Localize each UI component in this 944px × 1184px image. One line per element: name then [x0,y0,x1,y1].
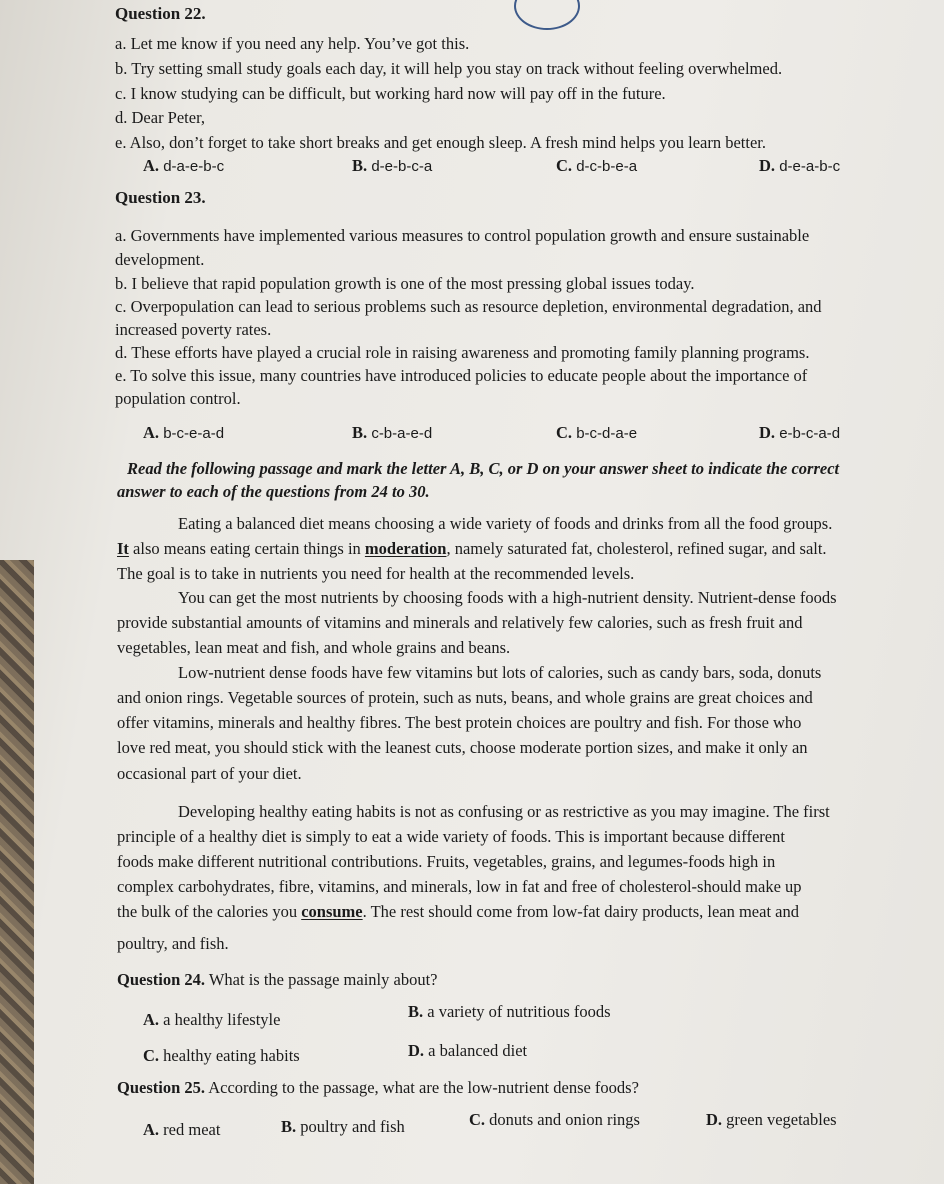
question-22-title: Question 22. [115,4,206,23]
passage-p4-line1: Developing healthy eating habits is not as confusing or as restrictive as you may imagine. The first [178,802,830,821]
q22-sentence-d: d. Dear Peter, [115,108,206,127]
vocab-consume: consume [301,902,363,921]
passage-p1-line1: Eating a balanced diet means choosing a wide variety of foods and drinks from all the food groups. [178,514,833,533]
q23-sentence-c-line2: increased poverty rates. [115,320,272,339]
q24-option-c[interactable]: C. healthy eating habits [143,1046,300,1065]
q22-sentence-e: e. Also, don’t forget to take short breaks and get enough sleep. A fresh mind helps you learn better. [115,133,767,152]
q23-sentence-e-line1: e. To solve this issue, many countries have introduced policies to educate people about the importance of [115,366,808,385]
passage-p3-line1: Low-nutrient dense foods have few vitamins but lots of calories, such as candy bars, soda, donuts [178,663,822,682]
passage-p2-line1: You can get the most nutrients by choosing foods with a high-nutrient density. Nutrient-dense foods [178,588,837,607]
referent-it: It [117,539,129,558]
passage-p4-line6: poultry, and fish. [117,934,229,953]
q23-sentence-d: d. These efforts have played a crucial role in raising awareness and promoting family planning programs. [115,343,810,362]
passage-p4-line2: principle of a healthy diet is simply to eat a wide variety of foods. This is important because different [117,827,785,846]
passage-p2-line2: provide substantial amounts of vitamins and minerals and relatively few calories, such as fresh fruit and [117,613,803,632]
q22-option-c[interactable]: C. d-c-b-e-a [556,156,638,175]
reading-instructions-line2: answer to each of the questions from 24 to 30. [117,482,430,501]
q25-option-b[interactable]: B. poultry and fish [281,1117,405,1136]
passage-p3-line5: occasional part of your diet. [117,764,302,783]
q23-sentence-a-line1: a. Governments have implemented various measures to control population growth and ensure sustainable [115,226,810,245]
q24-option-d[interactable]: D. a balanced diet [408,1041,528,1060]
passage-p3-line3: offer vitamins, minerals and healthy fibres. The best protein choices are poultry and fish. For those who [117,713,802,732]
question-25: Question 25. According to the passage, what are the low-nutrient dense foods? [117,1078,639,1097]
q23-option-d[interactable]: D. e-b-c-a-d [759,423,841,442]
q25-option-d[interactable]: D. green vegetables [706,1110,837,1129]
passage-p1-line2: It also means eating certain things in moderation, namely saturated fat, cholesterol, refined sugar, and salt. [117,539,827,558]
q22-sentence-c: c. I know studying can be difficult, but working hard now will pay off in the future. [115,84,666,103]
passage-p3-line2: and onion rings. Vegetable sources of protein, such as nuts, beans, and whole grains are great choices and [117,688,813,707]
q23-sentence-e-line2: population control. [115,389,241,408]
q24-option-a[interactable]: A. a healthy lifestyle [143,1010,281,1029]
q23-sentence-c-line1: c. Overpopulation can lead to serious problems such as resource depletion, environmental degradation, and [115,297,822,316]
q23-sentence-a-line2: development. [115,250,205,269]
passage-p1-line3: The goal is to take in nutrients you need for health at the recommended levels. [117,564,635,583]
reading-instructions-line1: Read the following passage and mark the letter A, B, C, or D on your answer sheet to indicate the correct [127,459,840,478]
passage-p4-line3: foods make different nutritional contributions. Fruits, vegetables, grains, and legumes-foods high in [117,852,776,871]
passage-p4-line5: the bulk of the calories you consume. The rest should come from low-fat dairy products, lean meat and [117,902,799,921]
q23-option-b[interactable]: B. c-b-a-e-d [352,423,433,442]
question-23-title: Question 23. [115,188,206,207]
q22-sentence-a: a. Let me know if you need any help. You’ve got this. [115,34,470,53]
passage-p3-line4: love red meat, you should stick with the leanest cuts, choose moderate portion sizes, and make it only an [117,738,808,757]
q25-option-c[interactable]: C. donuts and onion rings [469,1110,640,1129]
question-25-title: Question 25. [117,1078,206,1097]
vocab-moderation: moderation [364,539,447,558]
q23-option-a[interactable]: A. b-c-e-a-d [143,423,225,442]
q23-sentence-b: b. I believe that rapid population growth is one of the most pressing global issues today. [115,274,695,293]
question-24: Question 24. What is the passage mainly about? [117,970,438,989]
q22-option-a[interactable]: A. d-a-e-b-c [143,156,225,175]
q25-option-a[interactable]: A. red meat [143,1120,221,1139]
q22-option-d[interactable]: D. d-e-a-b-c [759,156,841,175]
passage-p2-line3: vegetables, lean meat and fish, and whole grains and beans. [117,638,511,657]
q24-option-b[interactable]: B. a variety of nutritious foods [408,1002,611,1021]
passage-p4-line4: complex carbohydrates, fibre, vitamins, and minerals, low in fat and free of cholesterol-should make up [117,877,802,896]
question-24-title: Question 24. [117,970,206,989]
q22-option-b[interactable]: B. d-e-b-c-a [352,156,433,175]
q23-option-c[interactable]: C. b-c-d-a-e [556,423,638,442]
book-binding-edge [0,560,34,1184]
q22-sentence-b: b. Try setting small study goals each day, it will help you stay on track without feeling overwhelmed. [115,59,783,78]
